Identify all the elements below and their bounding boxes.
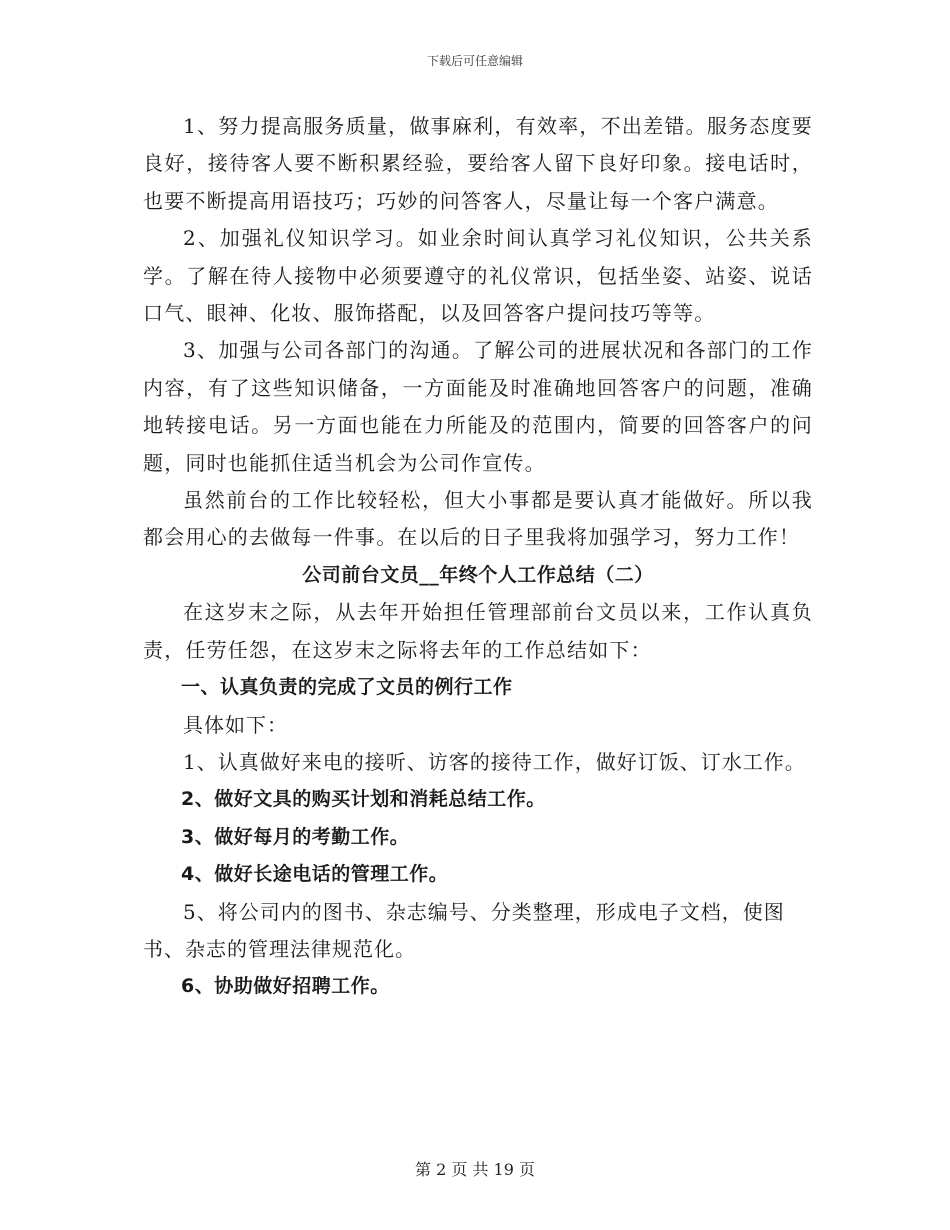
sub-intro: 具体如下： — [183, 712, 288, 737]
paragraph-1: 1、努力提高服务质量，做事麻利，有效率，不出差错。服务态度要良好，接待客人要不断积累经验，要给客人留下良好印象。接电话时，也要不断提高用语技巧；巧妙的问答客人，尽量让每一个客户满意。 — [143, 114, 813, 213]
paragraph-4: 虽然前台的工作比较轻松，但大小事都是要认真才能做好。所以我都会用心的去做每一件事。在以后的日子里我将加强学习，努力工作！ — [143, 488, 813, 550]
list-item: 4、做好长途电话的管理工作。 — [181, 863, 449, 886]
list-item: 2、做好文具的购买计划和消耗总结工作。 — [181, 788, 546, 811]
heading-1: 一、认真负责的完成了文员的例行工作 — [181, 676, 513, 699]
list-item: 5、将公司内的图书、杂志编号、分类整理，形成电子文档，使图书、杂志的管理法律规范化。 — [143, 899, 785, 961]
page-number: 第 2 页 共 19 页 — [415, 1160, 535, 1179]
paragraph-3: 3、加强与公司各部门的沟通。了解公司的进展状况和各部门的工作内容，有了这些知识储备，一方面能及时准确地回答客户的问题，准确地转接电话。另一方面也能在力所能及的范围内，简要的回答客户的问题，同时也能抓住适当机会为公司作宣传。 — [143, 338, 813, 475]
document-body — [143, 108, 813, 1006]
section-title: 公司前台文员__年终个人工作总结（二） — [302, 563, 654, 586]
list-item: 6、协助做好招聘工作。 — [181, 975, 390, 998]
paragraph-2: 2、加强礼仪知识学习。如业余时间认真学习礼仪知识，公共关系学。了解在待人接物中必须要遵守的礼仪常识，包括坐姿、站姿、说话口气、眼神、化妆、服饰搭配，以及回答客户提问技巧等等。 — [143, 226, 813, 326]
list-item: 3、做好每月的考勤工作。 — [181, 825, 410, 848]
page-header-note: 下载后可任意编辑 — [426, 54, 523, 68]
intro-paragraph: 在这岁末之际，从去年开始担任管理部前台文员以来，工作认真负责，任劳任怨，在这岁末之际将去年的工作总结如下： — [143, 600, 813, 662]
list-item: 1、认真做好来电的接听、访客的接待工作，做好订饭、订水工作。 — [183, 749, 806, 774]
